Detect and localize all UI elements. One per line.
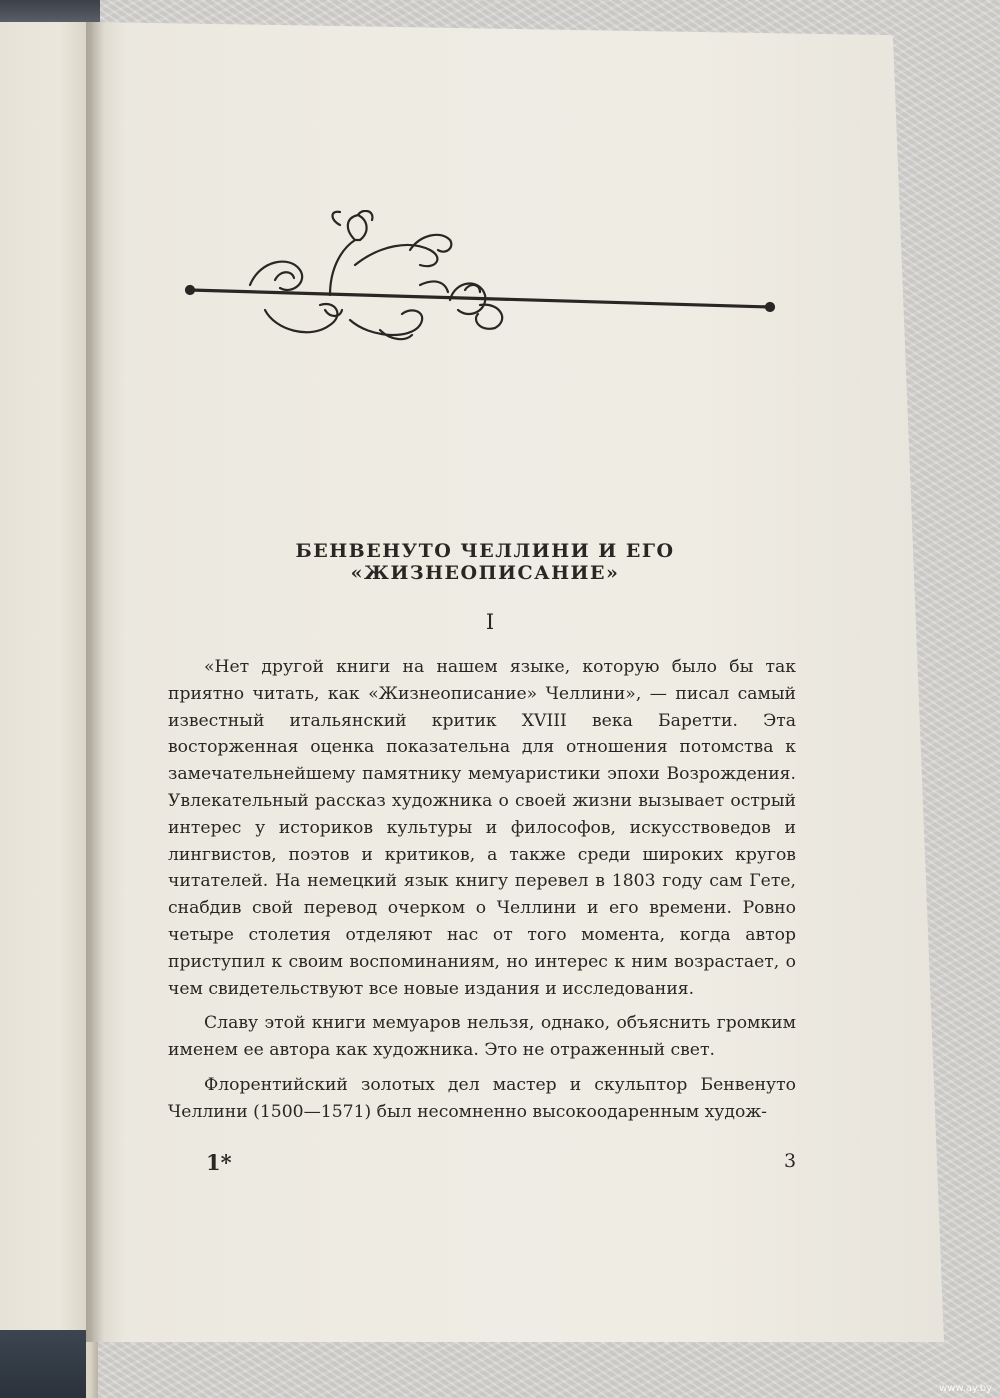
signature-mark: 1* (206, 1150, 232, 1175)
section-numeral: I (485, 610, 495, 634)
gutter-shadow (86, 22, 104, 1342)
left-page (0, 0, 98, 1398)
book-binding (0, 1330, 86, 1398)
book-cover-edge (0, 0, 100, 22)
body-text (168, 654, 796, 1134)
paragraph: «Нет другой книги на нашем языке, которую было бы так приятно читать, как «Жизнеописание» Челлини», — писал самый известный итальянский критик XVIII века Баретти. Эта восторженная оценка показательна для отношения потомства к замечательнейшему памятнику мемуаристики эпохи Возрождения. Увлекательный рассказ художника о своей жизни вызывает острый интерес у историков культуры и философов, искусствоведов и лингвистов, поэтов и критиков, а также среди широких кругов читателей. На немецкий язык книгу перевел в 1803 году сам Гете, снабдив свой перевод очерком о Челлини и его времени. Ровно четыре столетия отделяют нас от того момента, когда автор приступил к своим воспоминаниям, но интерес к ним возрастает, о чем свидетельствуют все новые издания и исследования. (168, 657, 796, 999)
paragraph: Флорентийский золотых дел мастер и скульптор Бенвенуто Челлини (1500—1571) был несомненно высокоодаренным худож- (168, 1074, 796, 1122)
floral-ornament-icon (180, 210, 780, 350)
watermark: www.ay.by (939, 1383, 992, 1394)
paragraph: Славу этой книги мемуаров нельзя, однако, объяснить громким именем ее автора как художника. Это не отраженный свет. (168, 1013, 796, 1061)
page-number: 3 (784, 1150, 797, 1172)
chapter-title: БЕНВЕНУТО ЧЕЛЛИНИ И ЕГО «ЖИЗНЕОПИСАНИЕ» (295, 540, 675, 584)
